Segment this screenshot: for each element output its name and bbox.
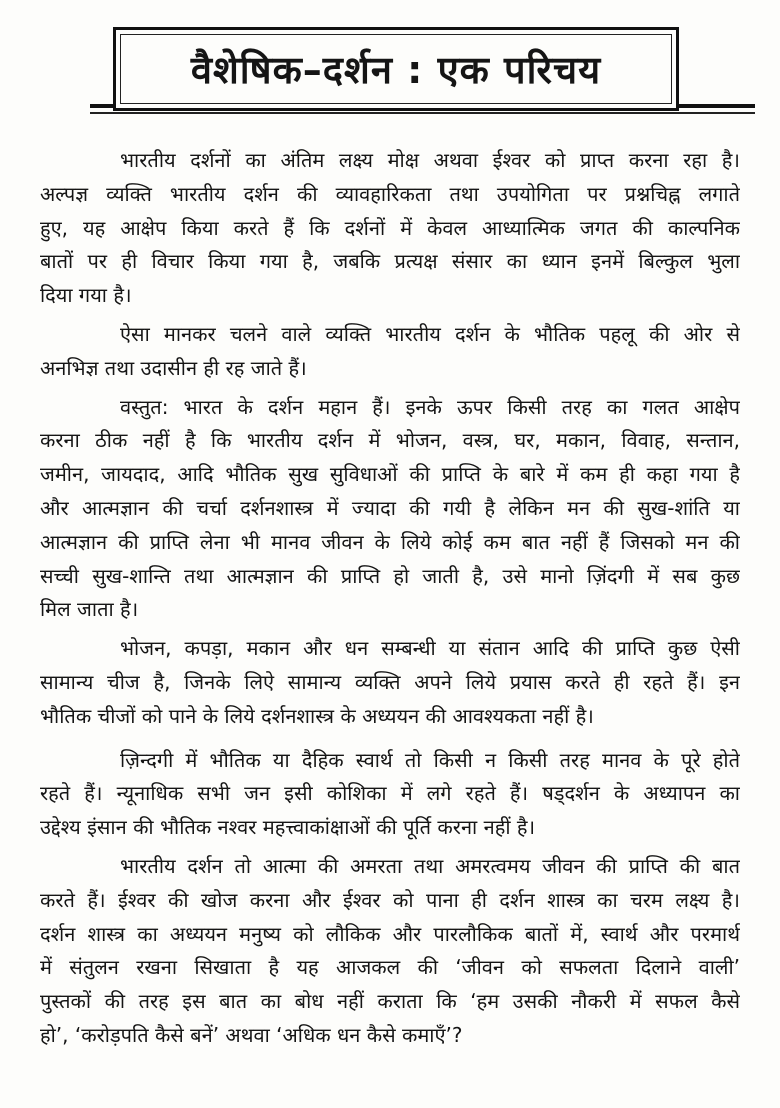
text-line: आत्मज्ञान की प्राप्ति लेना भी मानव जीवन के लिये कोई कम बात नहीं हैं जिसको मन की (40, 529, 740, 554)
title-inner-border (120, 34, 672, 104)
text-line: सच्ची सुख-शान्ति तथा आत्मज्ञान की प्राप्ति हो जाती है, उसे मानो ज़िंदगी में सब कुछ (40, 563, 740, 588)
text-line: करना ठीक नहीं है कि भारतीय दर्शन में भोजन, वस्त्र, घर, मकान, विवाह, सन्तान, (40, 428, 740, 453)
text-line: पुस्तकों की तरह इस बात का बोध नहीं कराता कि ‘हम उसकी नौकरी में सफल कैसे (40, 989, 740, 1014)
text-line: वस्तुत: भारत के दर्शन महान हैं। इनके ऊपर किसी तरह का गलत आक्षेप (120, 394, 740, 419)
text-line: मिल जाता है। (40, 597, 139, 622)
paragraph (40, 144, 740, 313)
title-rule-thin (90, 112, 755, 114)
text-line: उद्देश्य इंसान की भौतिक नश्वर महत्त्वाकांक्षाओं की पूर्ति करना नहीं है। (40, 815, 536, 840)
title-box (113, 27, 679, 111)
paragraph (40, 744, 740, 845)
text-line: भौतिक चीजों को पाने के लिये दर्शनशास्त्र के अध्ययन की आवश्यकता नहीं है। (40, 703, 594, 728)
paragraph (40, 632, 740, 733)
text-line: करते हैं। ईश्वर की खोज करना और ईश्वर को पाना ही दर्शन शास्त्र का चरम लक्ष्य है। (40, 887, 740, 912)
paragraph (40, 850, 740, 1053)
body-text (40, 144, 740, 1058)
text-line: अल्पज्ञ व्यक्ति भारतीय दर्शन की व्यावहारिकता तथा उपयोगिता पर प्रश्नचिह्न लगाते (40, 181, 740, 206)
text-line: रहते हैं। न्यूनाधिक सभी जन इसी कोशिका में लगे रहते हैं। षड्दर्शन के अध्यापन का (40, 781, 740, 806)
paragraph (40, 391, 740, 628)
text-line: सामान्य चीज है, जिनके लिऐ सामान्य व्यक्ति अपने लिये प्रयास करते ही रहते हैं। इन (40, 669, 740, 694)
text-line: दिया गया है। (40, 283, 132, 308)
text-line: हो’, ‘करोड़पति कैसे बनें’ अथवा ‘अधिक धन कैसे कमाएँ’? (40, 1022, 463, 1047)
text-line: बातों पर ही विचार किया गया है, जबकि प्रत्यक्ष संसार का ध्यान इनमें बिल्कुल भुला (40, 249, 740, 274)
text-line: जमीन, जायदाद, आदि भौतिक सुख सुविधाओं की प्राप्ति के बारे में कम ही कहा गया है (40, 462, 740, 487)
text-line: अनभिज्ञ तथा उदासीन ही रह जाते हैं। (40, 355, 307, 380)
text-line: और आत्मज्ञान की चर्चा दर्शनशास्त्र में ज्यादा की गयी है लेकिन मन की सुख-शांति या (40, 495, 740, 520)
page-title: वैशेषिक–दर्शन : एक परिचय (190, 48, 602, 92)
text-line: भोजन, कपड़ा, मकान और धन सम्बन्धी या संतान आदि की प्राप्ति कुछ ऐसी (120, 636, 740, 661)
text-line: हुए, यह आक्षेप किया करते हैं कि दर्शनों में केवल आध्यात्मिक जगत की काल्पनिक (40, 215, 740, 240)
paragraph (40, 318, 740, 386)
text-line: में संतुलन रखना सिखाता है यह आजकल की ‘जीवन को सफलता दिलाने वाली’ (40, 955, 740, 980)
text-line: भारतीय दर्शन तो आत्मा की अमरता तथा अमरत्वमय जीवन की प्राप्ति की बात (120, 853, 740, 878)
text-line: ज़िन्दगी में भौतिक या दैहिक स्वार्थ तो किसी न किसी तरह मानव के पूरे होते (120, 747, 740, 772)
text-line: दर्शन शास्त्र का अध्ययन मनुष्य को लौकिक और पारलौकिक बातों में, स्वार्थ और परमार्थ (40, 921, 740, 946)
text-line: भारतीय दर्शनों का अंतिम लक्ष्य मोक्ष अथवा ईश्वर को प्राप्त करना रहा है। (120, 148, 740, 172)
text-line: ऐसा मानकर चलने वाले व्यक्ति भारतीय दर्शन के भौतिक पहलू की ओर से (120, 321, 740, 346)
